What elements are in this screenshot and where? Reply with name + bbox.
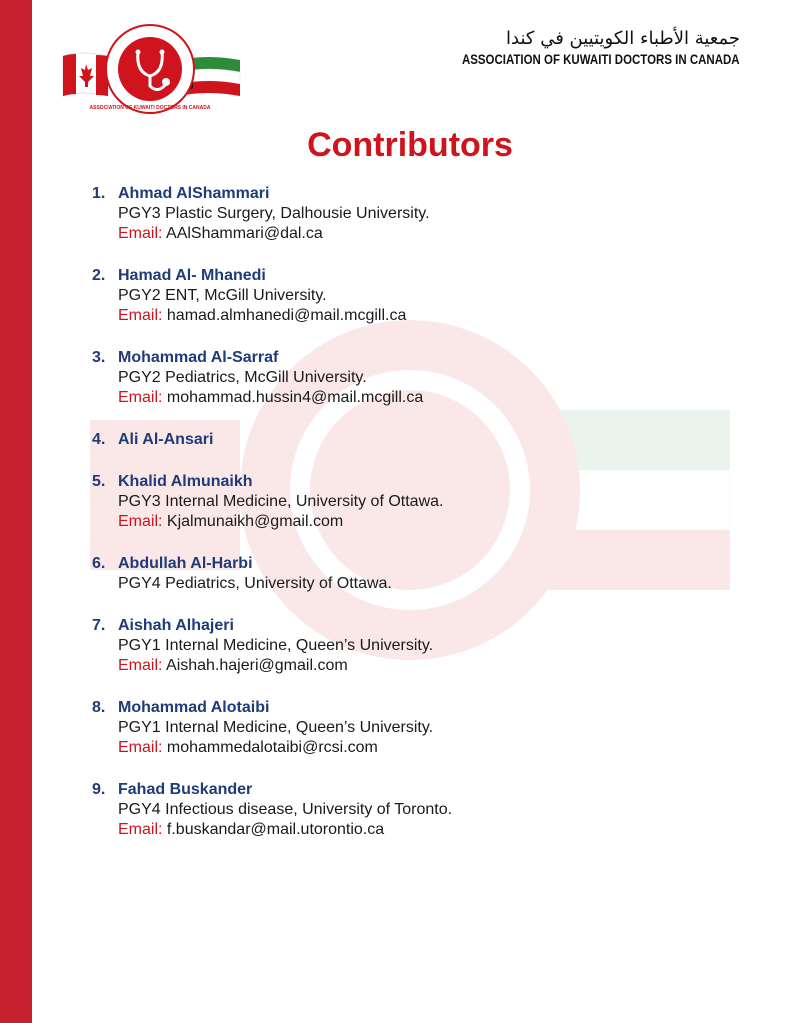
page-title: Contributors <box>307 126 513 164</box>
org-name-arabic: جمعية الأطباء الكويتيين في كندا <box>506 28 740 49</box>
list-item <box>92 348 732 408</box>
contributor-email-line <box>118 738 732 758</box>
contributor-role: PGY2 Pediatrics, McGill University. <box>118 369 367 386</box>
contributor-email-line <box>118 224 732 244</box>
item-number: 6. <box>92 555 106 572</box>
canada-flag-icon <box>63 53 108 96</box>
contributor-role: PGY4 Infectious disease, University of Toronto. <box>118 801 453 818</box>
contributor-name: Aishah Alhajeri <box>118 617 234 634</box>
org-name-english: ASSOCIATION OF KUWAITI DOCTORS IN CANADA <box>462 51 740 67</box>
stethoscope-emblem-icon <box>90 25 211 113</box>
contributor-email-line <box>118 306 732 326</box>
contributor-name: Hamad Al- Mhanedi <box>118 267 266 284</box>
contributor-email-line <box>118 512 732 532</box>
contributor-email-line <box>118 820 732 840</box>
contributors-list <box>92 184 732 862</box>
contributor-name: Abdullah Al-Harbi <box>118 555 253 572</box>
item-number: 2. <box>92 267 106 284</box>
contributor-email[interactable]: AAlShammari@dal.ca <box>166 225 323 242</box>
list-item <box>92 472 732 532</box>
contributor-email-line <box>118 388 732 408</box>
list-item <box>92 698 732 758</box>
item-number: 9. <box>92 781 106 798</box>
contributor-email[interactable]: Kjalmunaikh@gmail.com <box>166 513 344 530</box>
contributor-role: PGY2 ENT, McGill University. <box>118 287 327 304</box>
logo-ring-text: ASSOCIATION OF KUWAITI DOCTORS IN CANADA <box>89 105 211 111</box>
email-label: Email: <box>118 657 163 674</box>
contributor-role: PGY1 Internal Medicine, Queen’s University. <box>118 719 434 736</box>
contributor-name: Khalid Almunaikh <box>118 473 253 490</box>
item-number: 7. <box>92 617 106 634</box>
list-item <box>92 780 732 840</box>
contributor-role: PGY3 Internal Medicine, University of Ottawa. <box>118 493 444 510</box>
contributor-role: PGY4 Pediatrics, University of Ottawa. <box>118 575 392 592</box>
association-logo <box>58 14 243 114</box>
email-label: Email: <box>118 513 163 530</box>
contributor-name: Mohammad Alotaibi <box>118 699 270 716</box>
item-number: 3. <box>92 349 106 366</box>
contributor-role: PGY3 Plastic Surgery, Dalhousie University. <box>118 205 430 222</box>
contributor-name: Mohammad Al-Sarraf <box>118 349 279 366</box>
contributor-name: Fahad Buskander <box>118 781 253 798</box>
email-label: Email: <box>118 389 163 406</box>
contributor-email[interactable]: Aishah.hajeri@gmail.com <box>166 657 348 674</box>
email-label: Email: <box>118 225 163 242</box>
list-item <box>92 266 732 326</box>
organization-name <box>401 28 740 68</box>
list-item <box>92 184 732 244</box>
contributor-name: Ali Al-Ansari <box>118 431 214 448</box>
contributor-role: PGY1 Internal Medicine, Queen’s University. <box>118 637 434 654</box>
contributor-email[interactable]: f.buskandar@mail.utorontio.ca <box>166 821 385 838</box>
list-item <box>92 554 732 594</box>
item-number: 4. <box>92 431 106 448</box>
email-label: Email: <box>118 821 163 838</box>
list-item <box>92 616 732 676</box>
contributor-email[interactable]: mohammedalotaibi@rcsi.com <box>166 739 378 756</box>
contributor-name: Ahmad AlShammari <box>118 185 270 202</box>
contributor-email[interactable]: hamad.almhanedi@mail.mcgill.ca <box>166 307 407 324</box>
list-item <box>92 430 732 450</box>
item-number: 1. <box>92 185 106 202</box>
item-number: 8. <box>92 699 106 716</box>
email-label: Email: <box>118 739 163 756</box>
contributor-email-line <box>118 656 732 676</box>
contributor-email[interactable]: mohammad.hussin4@mail.mcgill.ca <box>166 389 424 406</box>
item-number: 5. <box>92 473 106 490</box>
email-label: Email: <box>118 307 163 324</box>
